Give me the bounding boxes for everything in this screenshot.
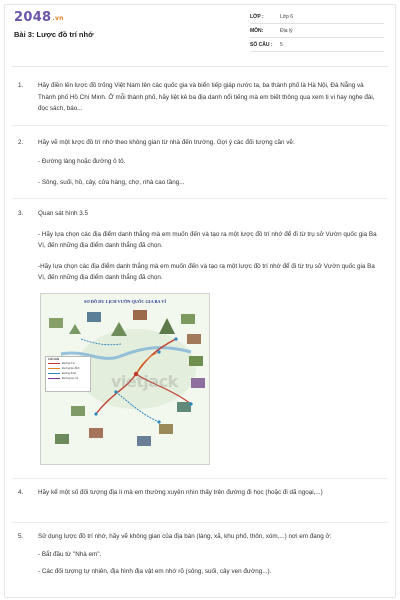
legend-label: Đường ô tô	[62, 362, 75, 365]
meta-key: LỚP :	[250, 13, 264, 20]
question-divider	[12, 522, 388, 523]
question-number: 5.	[18, 533, 24, 540]
lesson-title: Bài 3: Lược đồ trí nhớ	[14, 30, 94, 39]
legend-swatch	[48, 368, 60, 370]
question-text: Sử dụng lược đồ trí nhớ, hãy vẽ không gian của địa bàn (làng, xã, khu phố, thôn, xóm,...) nơi em đang ở:	[38, 533, 332, 540]
header-divider	[12, 66, 388, 67]
question-number: 2.	[18, 139, 24, 146]
lesson-meta-table	[250, 10, 384, 52]
question-text: Hãy kể một số đối tượng địa lí mà em thường xuyên nhìn thấy trên đường đi học (hoặc đi dã ngoại,...)	[38, 489, 323, 496]
legend-swatch	[48, 378, 60, 380]
meta-key: SỐ CÂU :	[250, 41, 273, 48]
meta-key: MÔN:	[250, 27, 264, 34]
map-title: SƠ ĐỒ DU LỊCH VƯỜN QUỐC GIA BA VÌ	[83, 299, 167, 304]
legend-label: Đường đi bộ	[62, 372, 77, 375]
map-watermark: vietjack	[111, 372, 178, 391]
question-text: Hãy vẽ một lược đồ trí nhớ theo không gian từ nhà đến trường. Gợi ý các đối tượng cần vẽ:	[38, 139, 295, 146]
question-divider	[12, 125, 388, 126]
meta-row-question-count	[250, 38, 384, 52]
meta-value: Địa lý	[280, 27, 293, 34]
question-text: Quan sát hình 3.5	[38, 210, 89, 217]
meta-row-grade	[250, 10, 384, 24]
question-divider	[12, 198, 388, 199]
question-number: 3.	[18, 210, 24, 217]
legend-swatch	[48, 363, 60, 365]
meta-row-subject	[250, 24, 384, 38]
logo-tld: .vn	[52, 15, 64, 22]
ba-vi-tourism-map	[40, 293, 210, 465]
legend-item	[48, 376, 88, 381]
site-logo[interactable]	[14, 10, 64, 25]
legend-label: Đường lên đỉnh	[62, 367, 80, 370]
question-bullet: - Sông, suối, hồ, cây, cửa hàng, chợ, nhà cao tầng...	[38, 179, 185, 186]
meta-value: Lớp 6	[280, 13, 294, 20]
logo-text: 2048	[14, 10, 52, 25]
map-legend	[45, 356, 91, 392]
question-number: 1.	[18, 82, 24, 89]
question-bullet: - Đường làng hoặc đường ô tô.	[38, 157, 126, 165]
legend-label: Đường leo núi	[62, 377, 78, 380]
question-number: 4.	[18, 489, 24, 496]
question-bullet: -Hãy lựa chọn các địa điểm danh thắng mà em muốn đến và tạo ra một lược đồ trí nhớ để đi từ trụ sở Vườn quốc gia Ba Vì, đến những địa điểm danh thắng đã chọn.	[38, 262, 375, 281]
meta-value: 5	[280, 41, 283, 48]
question-text: Hãy điền lên lược đồ trống Việt Nam tên các quốc gia và biển tiếp giáp nước ta, ba thành phố là Hà Nội, Đà Nẵng và Thành phố Hồ Chí Minh. Ở mỗi thành phố, hãy liệt kê ba địa danh nổi tiếng mà em biết thông qua xem ti vi hay nghe đài, đọc sách, báo...	[38, 82, 375, 112]
question-bullet: - Bắt đầu từ "Nhà em".	[38, 550, 102, 558]
question-bullet: - Các đối tượng tự nhiên, địa hình địa vật em nhớ rõ (sông, suối, cây ven đường...).	[38, 568, 272, 575]
legend-title: CHÚ GIẢI	[48, 358, 60, 361]
question-divider	[12, 478, 388, 479]
legend-swatch	[48, 373, 60, 375]
question-bullet: - Hãy lựa chọn các địa điểm danh thắng mà em muốn đến và tạo ra một lược đồ trí nhớ để đi từ trụ sở Vườn quốc gia Ba Vì, đến những địa điểm danh thắng đã chọn.	[38, 230, 377, 249]
